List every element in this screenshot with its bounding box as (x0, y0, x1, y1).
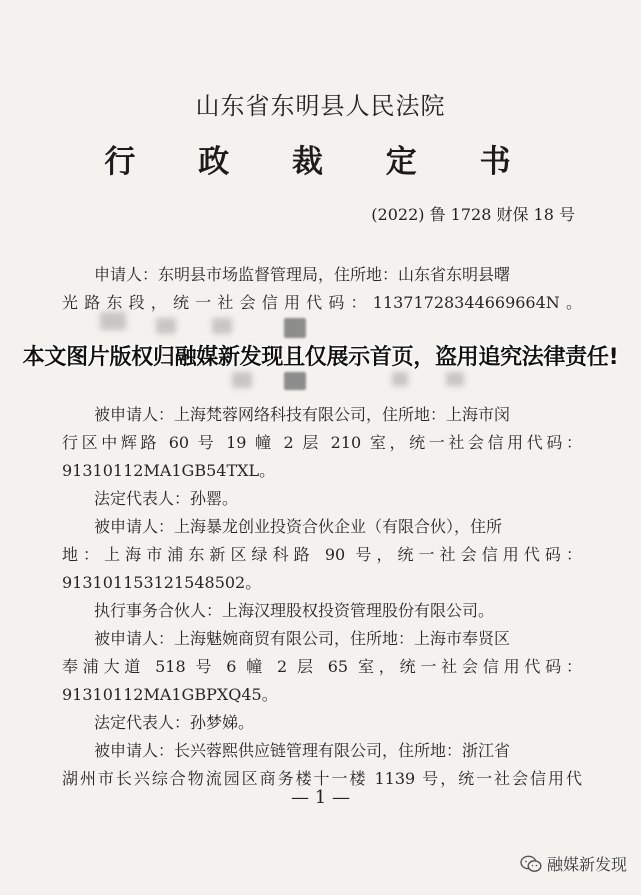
court-name: 山东省东明县人民法院 (195, 92, 446, 120)
text-line: 申请人：东明县市场监督管理局，住所地：山东省东明县曙 (94, 265, 511, 284)
redaction-block (156, 318, 176, 334)
text-line: 地：上海市浦东新区绿科路 90 号，统一社会信用代码： (62, 545, 582, 564)
text-line: 行区中辉路 60 号 19 幢 2 层 210 室，统一社会信用代码： (62, 433, 582, 452)
text-line: 法定代表人：孙罂。 (94, 489, 239, 508)
text-line: 湖州市长兴综合物流园区商务楼十一楼 1139 号，统一社会信用代 (62, 769, 582, 788)
brand-mark (520, 852, 627, 875)
text-line: 奉浦大道 518 号 6 幢 2 层 65 室，统一社会信用代码： (62, 657, 582, 676)
text-line: 被申请人：长兴蓉熙供应链管理有限公司，住所地：浙江省 (94, 741, 511, 760)
text-line: 被申请人：上海暴龙创业投资合伙企业（有限合伙），住所 (94, 517, 503, 536)
redaction-block (446, 372, 464, 386)
redaction-block (212, 318, 232, 334)
document-title: 行 政 裁 定 书 (104, 144, 537, 180)
redaction-block (284, 318, 306, 338)
text-line: 执行事务合伙人：上海汉理股权投资管理股份有限公司。 (94, 601, 495, 620)
copyright-watermark: 本文图片版权归融媒新发现且仅展示首页，盗用追究法律责任! (22, 345, 619, 370)
case-number: (2022) 鲁 1728 财保 18 号 (371, 205, 575, 224)
brand-name: 融媒新发现 (546, 855, 627, 874)
wechat-icon (520, 855, 542, 873)
text-line: 91310112MA1GBPXQ45。 (62, 685, 278, 704)
text-line: 91310112MA1GB54TXL。 (62, 461, 276, 480)
redaction-block (232, 372, 252, 388)
redaction-block (392, 372, 408, 386)
text-line: 被申请人：上海梵蓉网络科技有限公司，住所地：上海市闵 (94, 405, 511, 424)
page-number: — 1 — (291, 787, 350, 808)
text-line: 913101153121548502。 (62, 573, 262, 592)
text-line: 光路东段，统一社会信用代码：11371728344669664N。 (62, 293, 582, 312)
redaction-block (100, 312, 126, 330)
redaction-block (284, 372, 306, 390)
text-line: 被申请人：上海魅婉商贸有限公司，住所地：上海市奉贤区 (94, 629, 511, 648)
text-line: 法定代表人：孙梦娣。 (94, 713, 255, 732)
